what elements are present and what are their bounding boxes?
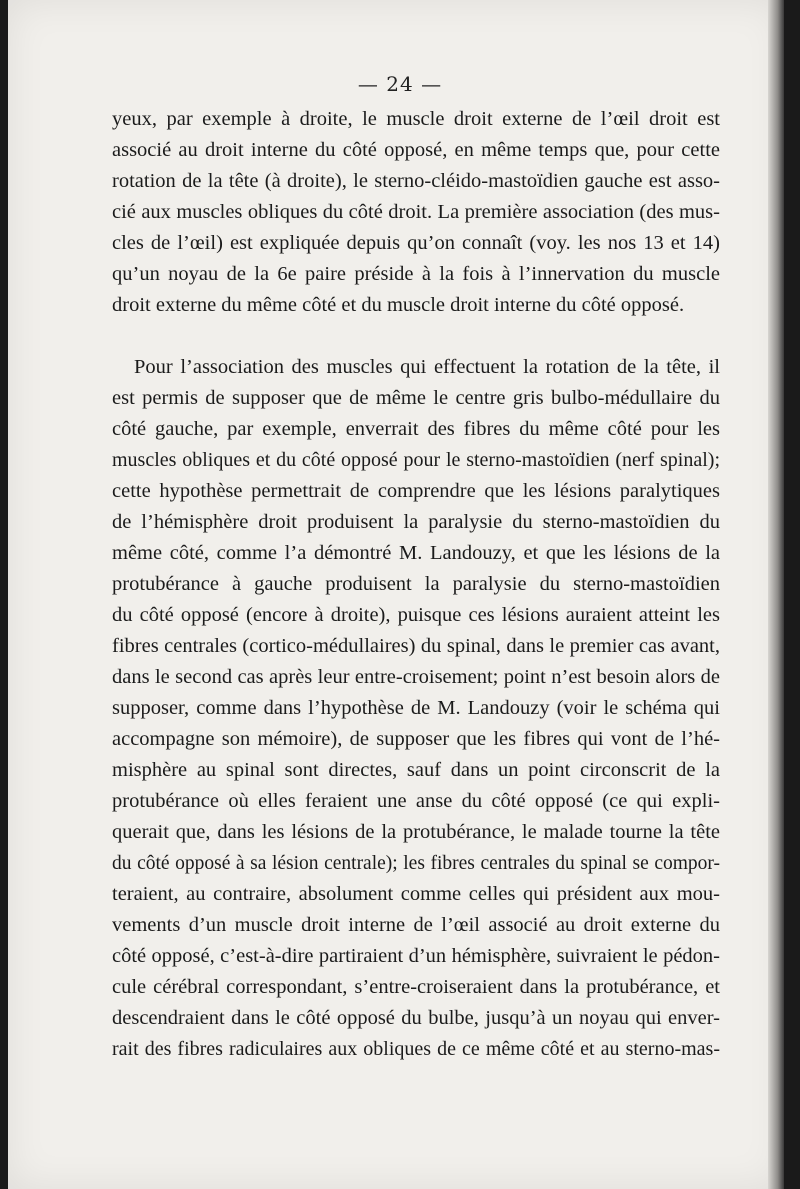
text-line: rait des fibres radiculaires aux obliques de ce même côté et au sterno-mas-	[112, 1038, 720, 1060]
text-line: du côté opposé (encore à droite), puisque ces lésions auraient atteint les	[112, 604, 720, 626]
text-line: de l’hémisphère droit produisent la paralysie du sterno-mastoïdien du	[112, 511, 720, 533]
paragraph-1	[112, 104, 720, 321]
text-line: querait que, dans les lésions de la protubérance, le malade tourne la tête	[112, 821, 720, 843]
text-line: côté opposé, c’est-à-dire partiraient d’un hémisphère, suivraient le pédon-	[112, 945, 720, 967]
text-line: muscles obliques et du côté opposé pour le sterno-mastoïdien (nerf spinal);	[112, 449, 720, 471]
text-line: cié aux muscles obliques du côté droit. La première association (des mus-	[112, 201, 720, 223]
text-line: associé au droit interne du côté opposé, en même temps que, pour cette	[112, 139, 720, 161]
text-line: rotation de la tête (à droite), le sterno-cléido-mastoïdien gauche est asso-	[112, 170, 720, 192]
text-line: est permis de supposer que de même le centre gris bulbo-médullaire du	[112, 387, 720, 409]
text-line: côté gauche, par exemple, enverrait des fibres du même côté pour les	[112, 418, 720, 440]
text-line: dans le second cas après leur entre-croisement; point n’est besoin alors de	[112, 666, 720, 688]
text-line: teraient, au contraire, absolument comme celles qui président aux mou-	[112, 883, 720, 905]
text-line: droit externe du même côté et du muscle droit interne du côté opposé.	[112, 294, 685, 316]
text-line: même côté, comme l’a démontré M. Landouzy, et que les lésions de la	[112, 542, 720, 564]
text-line: du côté opposé à sa lésion centrale); les fibres centrales du spinal se compor-	[112, 853, 720, 874]
text-line: protubérance où elles feraient une anse du côté opposé (ce qui expli-	[112, 790, 720, 812]
text-line: cles de l’œil) est expliquée depuis qu’on connaît (voy. les nos 13 et 14)	[112, 232, 720, 254]
text-line: fibres centrales (cortico-médullaires) du spinal, dans le premier cas avant,	[112, 635, 720, 657]
page-edge-shadow	[768, 0, 784, 1189]
text-line: qu’un noyau de la 6e paire préside à la fois à l’innervation du muscle	[112, 263, 720, 285]
text-line: Pour l’association des muscles qui effectuent la rotation de la tête, il	[134, 356, 720, 378]
text-line: protubérance à gauche produisent la paralysie du sterno-mastoïdien	[112, 573, 720, 595]
text-line: descendraient dans le côté opposé du bulbe, jusqu’à un noyau qui enver-	[112, 1007, 720, 1029]
text-line: yeux, par exemple à droite, le muscle droit externe de l’œil droit est	[112, 108, 720, 130]
page-number: — 24 —	[357, 72, 443, 96]
text-line: misphère au spinal sont directes, sauf dans un point circonscrit de la	[112, 759, 720, 781]
text-line: supposer, comme dans l’hypothèse de M. Landouzy (voir le schéma qui	[112, 697, 720, 719]
text-line: cette hypothèse permettrait de comprendre que les lésions paralytiques	[112, 480, 720, 502]
paragraph-2	[112, 352, 720, 1065]
text-line: vements d’un muscle droit interne de l’œil associé au droit externe du	[112, 914, 720, 936]
text-line: cule cérébral correspondant, s’entre-croiseraient dans la protubérance, et	[112, 976, 720, 998]
text-line: accompagne son mémoire), de supposer que les fibres qui vont de l’hé-	[112, 728, 720, 750]
